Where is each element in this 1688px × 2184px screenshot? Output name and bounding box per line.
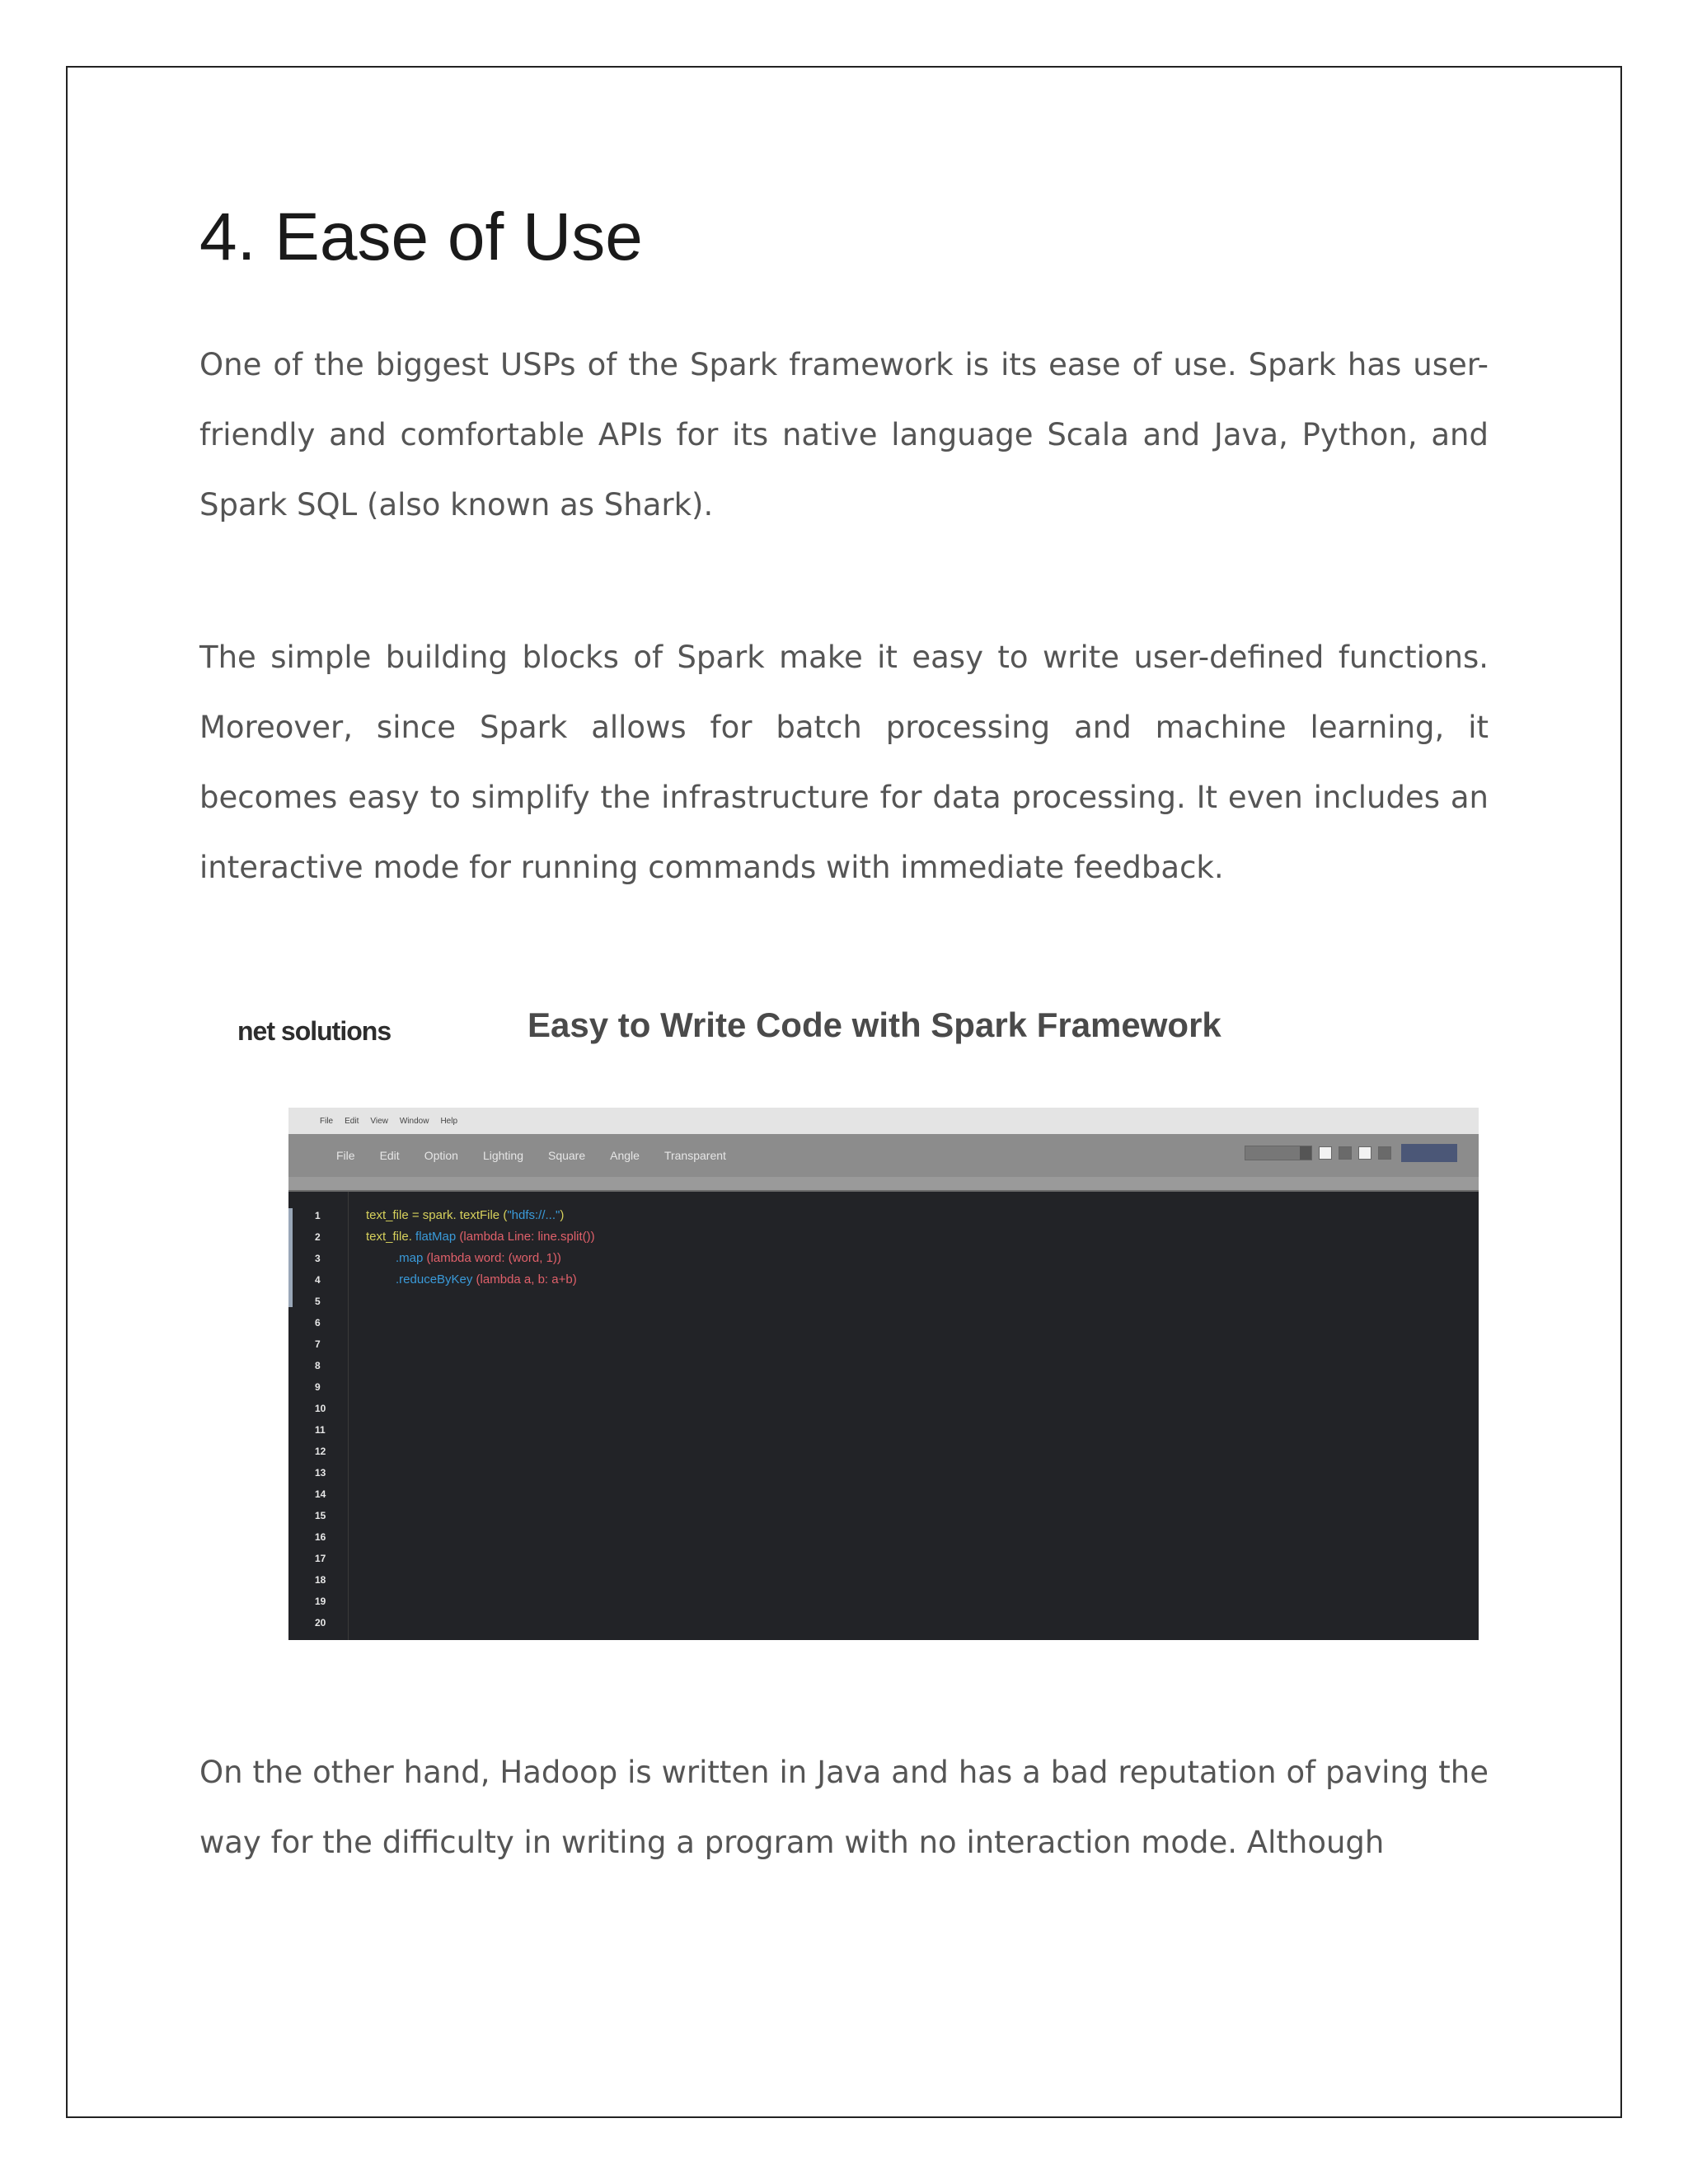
toolbar-item: Option [424, 1149, 458, 1162]
line-number: 9 [315, 1381, 321, 1393]
toolbar-item: Square [547, 1149, 586, 1162]
line-number: 12 [315, 1446, 326, 1457]
line-number: 17 [315, 1553, 326, 1564]
os-menu-item: View [370, 1116, 388, 1126]
line-number: 15 [315, 1510, 326, 1521]
code-line-3 [396, 1248, 561, 1269]
toolbar-color-box [1401, 1144, 1457, 1162]
paragraph-2: The simple building blocks of Spark make it easy to write user-defined functions. Moreover, since Spark allows for batch processing and machine learning, it becomes easy to simplify the infrastructure for data processing. It even includes an interactive mode for running commands with immediate feedback. [199, 640, 1489, 885]
code-token: (lambda Line: line.split()) [456, 1230, 595, 1244]
toolbar-swatch [1339, 1146, 1352, 1160]
line-number: 2 [315, 1231, 321, 1243]
os-menu-item: Edit [345, 1116, 359, 1126]
section-heading: 4. Ease of Use [199, 199, 643, 274]
os-menubar [288, 1108, 1479, 1134]
code-token: text_file. [366, 1230, 416, 1244]
code-line-1 [366, 1205, 564, 1226]
line-number: 13 [315, 1467, 326, 1479]
figure-title: Easy to Write Code with Spark Framework [528, 1005, 1221, 1044]
line-number: 20 [315, 1617, 326, 1629]
toolbar-item: Angle [610, 1149, 640, 1162]
line-number: 7 [315, 1338, 321, 1350]
os-menu-item: Window [399, 1116, 429, 1126]
paragraph-1: One of the biggest USPs of the Spark framework is its ease of use. Spark has user-friendly and comfortable APIs for its native language Scala and Java, Python, and Spark SQL (also known as Shark). [199, 347, 1489, 523]
os-menu-item: File [320, 1116, 334, 1126]
code-area [288, 1192, 1479, 1640]
code-token: (lambda word: (word, 1)) [423, 1251, 561, 1265]
line-number: 18 [315, 1574, 326, 1586]
code-token: .reduceByKey [396, 1272, 473, 1286]
code-line-2 [366, 1226, 595, 1248]
os-menu-item: Help [440, 1116, 458, 1126]
line-number: 14 [315, 1488, 326, 1500]
net-solutions-logo: net solutions [237, 1016, 392, 1046]
paragraph-3: On the other hand, Hadoop is written in Java and has a bad reputation of paving the way for the difficulty in writing a program with no interaction mode. Although [199, 1755, 1489, 1860]
toolbar-swatch [1358, 1146, 1372, 1160]
code-token: text_file = spark. textFile ( [366, 1208, 508, 1222]
line-number: 10 [315, 1403, 326, 1414]
line-number: 19 [315, 1596, 326, 1607]
code-editor-screenshot [288, 1108, 1479, 1640]
line-number: 11 [315, 1424, 326, 1436]
line-number: 5 [315, 1296, 321, 1307]
toolbar-controls [1245, 1144, 1457, 1162]
code-figure [199, 989, 1489, 1648]
code-token: "hdfs://..." [507, 1208, 560, 1222]
toolbar-item: Transparent [663, 1149, 726, 1162]
editor-tab-strip [288, 1177, 1479, 1192]
line-number: 8 [315, 1360, 321, 1371]
toolbar-item: File [336, 1149, 355, 1162]
code-token: (lambda a, b: a+b) [472, 1272, 577, 1286]
toolbar-swatch [1378, 1146, 1391, 1160]
toolbar-field [1245, 1146, 1312, 1160]
line-gutter [293, 1192, 349, 1640]
code-token: ) [560, 1208, 565, 1222]
line-number: 6 [315, 1317, 321, 1329]
code-token: .map [396, 1251, 424, 1265]
line-number: 1 [315, 1210, 321, 1221]
toolbar-item: Edit [379, 1149, 400, 1162]
line-number: 3 [315, 1253, 321, 1264]
editor-toolbar [288, 1134, 1479, 1177]
line-number: 4 [315, 1274, 321, 1286]
toolbar-swatch [1319, 1146, 1332, 1160]
code-line-4 [396, 1269, 577, 1291]
line-number: 16 [315, 1531, 326, 1543]
gutter-accent [288, 1208, 293, 1307]
toolbar-item: Lighting [482, 1149, 523, 1162]
code-token: flatMap [415, 1230, 457, 1244]
